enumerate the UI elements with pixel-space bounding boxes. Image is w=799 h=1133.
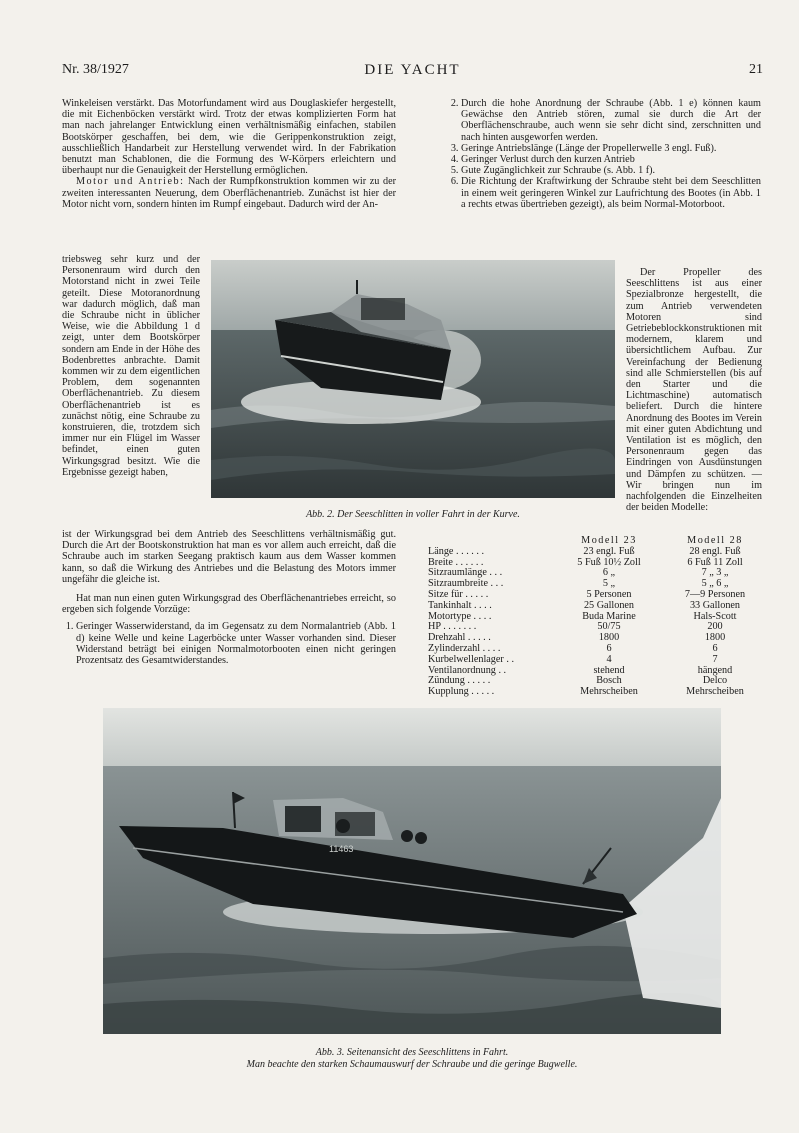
- table-row: Motortype . . . . Buda Marine Hals-Scott: [428, 610, 737, 622]
- table-row: Ventilanordnung . . stehend hängend: [428, 664, 733, 676]
- advantages-list: [62, 621, 396, 666]
- right-narrow-column: [626, 267, 762, 513]
- right-column-top: [447, 98, 761, 210]
- figure-3-caption: [103, 1047, 721, 1070]
- magazine-title: DIE YACHT: [364, 62, 461, 78]
- advantage-4: 4. Geringer Verlust durch den kurzen Antrieb: [461, 154, 761, 165]
- paragraph-motor: Motor und Antrieb: Nach der Rumpfkonstruktion kommen wir zu der zweiten interessanten Neuerung, dem Oberflächenantrieb. Zunächst ist hier der Motor nicht vorn, sondern hinten im Rumpf eingebaut. Dadurch wird der An-: [62, 176, 396, 210]
- model-spec-table: [428, 536, 768, 698]
- paragraph-drive: triebsweg sehr kurz und der Personenraum wird durch den Motorstand nicht in zwei Teile geteilt. Diese Motoranordnung war dadurch möglich, daß man die Schraube nicht in üblicher Weise, wie die Abbildung 1 d zeigt, unter dem Bootskörper sondern am Ende in der Höhe des Bodenbrettes anbrachte. Damit kommen wir zu dem eigentlichen Problem, dem sogenannten Oberflächenantrieb. Zu diesem Oberflächenantrieb ist es zunächst nötig, eine Schraube zu konstruieren, die, trotzdem sich immer nur ein Flügel im Wasser befindet, einen guten Wirkungsgrad besitzt. Wie die Ergebnisse gezeigt haben,: [62, 254, 200, 478]
- advantages-list-continued: [447, 98, 761, 210]
- paragraph-hull: Winkeleisen verstärkt. Das Motorfundament wird aus Douglaskiefer hergestellt, die mit Eichenböcken verstärkt wird. Trotz der etwas komplizierten Form hat man nach jahrelanger Entwicklung einen verhältnismäßig einfachen, stabilen Bootskörper geschaffen, bei dem, wie die Gerippenkonstruktion zeigt, ausschließlich Handarbeit zur Herstellung verwendet wird. In der Fabrikation benutzt man Schablonen, die die Formung des W-Körpers erleichtern und überhaupt nur die Genauigkeit der Herstellung ermöglichen.: [62, 98, 396, 177]
- left-narrow-column: [62, 254, 200, 478]
- table-row: Breite . . . . . . 5 Fuß 10½ Zoll 6 Fuß 11 Zoll: [428, 556, 743, 568]
- page-number: 21: [749, 62, 763, 77]
- figure-2-photo: [211, 260, 615, 498]
- figure-2-caption: Abb. 2. Der Seeschlitten in voller Fahrt in der Kurve.: [306, 509, 520, 520]
- table-row: Kupplung . . . . . Mehrscheiben Mehrscheiben: [428, 686, 744, 698]
- paragraph-propeller: Der Propeller des Seeschlittens ist aus einer Spezialbronze hergestellt, die zum Antrieb verwendeten Motoren sind Getriebeblockkonstruktionen mit modernem, klarem und übersichtlichem Aufbau. Zur Vereinfachung der Bedienung sind alle Schmierstellen (bis auf den Starter und die Lichtmaschine) automatisch beliefert. Durch die hintere Anordnung des Bootes im Verein mit einer guten Abdichtung und Ventilation ist es möglich, den Personenraum gegen das Eindringen von Ausdünstungen und Dämpfen zu schützen. — Wir bringen nun im nachfolgenden die Einzelheiten der beiden Modelle:: [626, 267, 762, 514]
- section-heading-motor: Motor und Antrieb:: [76, 176, 185, 188]
- table-row: Sitzraumlänge . . . 6 „ 7 „ 3 „: [428, 567, 729, 579]
- advantage-5: 5. Gute Zugänglichkeit zur Schraube (s. Abb. 1 f).: [461, 165, 761, 176]
- paragraph-advantages: Hat man nun einen guten Wirkungsgrad des Oberflächenantriebes erreicht, so ergeben sich folgende Vorzüge:: [62, 593, 396, 616]
- advantage-2: 2. Durch die hohe Anordnung der Schraube (Abb. 1 e) können kaum Gewächse den Antrieb stören, zumal sie durch die Art der Oberflächenschraube, auch wenn sie sehr dicht sind, zerschnitten und nach hinten ausgeworfen werden.: [461, 98, 761, 143]
- table-row: Kurbelwellenlager . . 4 7: [428, 653, 718, 665]
- left-column-top: [62, 98, 396, 210]
- table-row: Drehzahl . . . . . 1800 1800: [428, 632, 726, 644]
- speedboat-turning-image: [211, 260, 615, 498]
- table-row: HP . . . . . . . 50/75 200: [428, 621, 723, 633]
- table-row: Zylinderzahl . . . . 6 6: [428, 642, 718, 654]
- table-row: Tankinhalt . . . . 25 Gallonen 33 Gallonen: [428, 599, 741, 611]
- column-header-model-23: Modell 23: [581, 535, 637, 546]
- figure-3-photo: [103, 708, 721, 1034]
- table-row: Zündung . . . . . Bosch Delco: [428, 675, 728, 687]
- left-column-bottom: [62, 529, 396, 666]
- speedboat-side-view-image: [103, 708, 721, 1034]
- page-header: [62, 62, 763, 82]
- advantage-3: 3. Geringe Antriebslänge (Länge der Propellerwelle 3 engl. Fuß).: [461, 143, 761, 154]
- table-row: Sitzraumbreite . . . 5 „ 5 „ 6 „: [428, 578, 729, 590]
- paragraph-efficiency: ist der Wirkungsgrad bei dem Antrieb des Seeschlittens verhältnismäßig gut. Durch die Art der Bootskonstruktion hat man es vor allem auch erreicht, daß die Schraube auch im starken Seegang praktisch kaum aus dem Wasser kommen kann, so daß die Wirkung des Antriebes und die Belastung des Motors immer ungefähr die gleiche ist.: [62, 529, 396, 585]
- figure-3-caption-line-2: Man beachte den starken Schaumauswurf der Schraube und die geringe Bugwelle.: [246, 1058, 578, 1070]
- figure-3-caption-line-1: Abb. 3. Seitenansicht des Seeschlittens in Fahrt.: [315, 1047, 509, 1058]
- table-row: Länge . . . . . . 23 engl. Fuß 28 engl. Fuß: [428, 545, 741, 557]
- column-header-model-28: Modell 28: [687, 535, 743, 546]
- table-row: Sitze für . . . . . 5 Personen 7—9 Personen: [428, 588, 746, 600]
- issue-number: Nr. 38/1927: [62, 62, 129, 77]
- advantage-1: 1. Geringer Wasserwiderstand, da im Gegensatz zu dem Normalantrieb (Abb. 1 d) keine Welle und keine Lagerböcke unter Wasser vorhanden sind. Dieser Widerstand beträgt bei einigen Normalmotorbooten einen nicht geringen Prozentsatz des Gesamtwiderstandes.: [76, 621, 396, 666]
- hull-number: 11463: [329, 844, 354, 854]
- advantage-6: 6. Die Richtung der Kraftwirkung der Schraube steht bei dem Seeschlitten in einem weit geringeren Winkel zur Laufrichtung des Bootes (in Abb. 1 a rechts etwas übertrieben gezeigt), als beim Normal-Motorboot.: [461, 176, 761, 210]
